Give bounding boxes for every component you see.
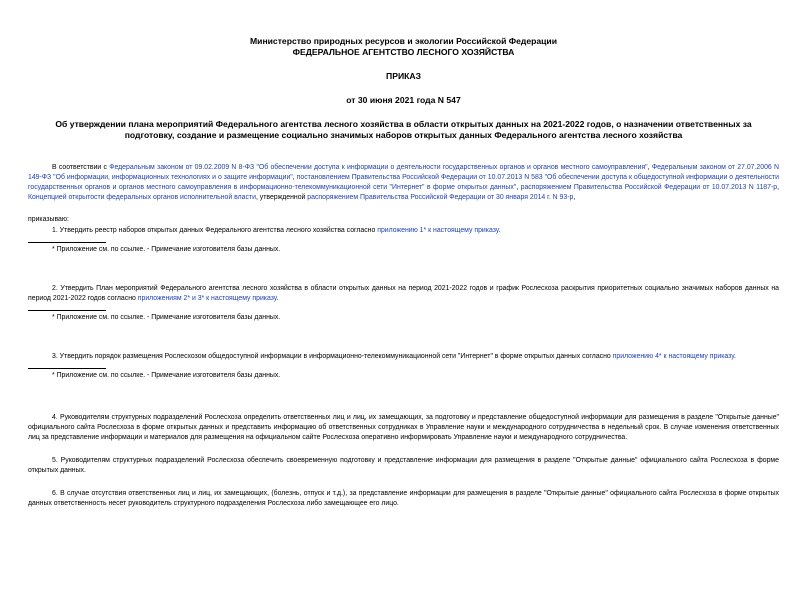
footnote-divider	[28, 368, 106, 369]
footnote-divider	[28, 242, 106, 243]
preamble-text: В соответствии с	[52, 164, 110, 171]
link-government-order-1187r[interactable]: распоряжением Правительства Российской Федерации от 10.07.2013 N 1187-р	[520, 184, 778, 191]
footnote-3: * Приложение см. по ссылке. - Примечание изготовителя базы данных.	[52, 372, 281, 379]
preamble-text: , утвержденной	[255, 194, 308, 201]
link-federal-law-149fz[interactable]: Федеральным законом от 27.07.2006 N 149-ФЗ "Об информации, информационных технологиях и о защите информации"	[28, 164, 779, 181]
item-3	[28, 352, 779, 362]
preamble-text: ,	[777, 184, 780, 191]
document-page	[0, 36, 807, 607]
agency-name: ФЕДЕРАЛЬНОЕ АГЕНТСТВО ЛЕСНОГО ХОЗЯЙСТВА	[292, 47, 515, 57]
item-3-end: .	[733, 353, 736, 360]
item-6: 6. В случае отсутствия ответственных лиц и лиц, их замещающих, (болезнь, отпуск и т.д.), за представление информации для размещения в разделе "Открытые данные" официального сайта Рослесхоза в форме открытых данных ответственность несет руководитель структурного подразделения Рослесхоза либо замещающее его лицо.	[28, 490, 779, 507]
link-appendices-2-3[interactable]: приложениям 2* и 3* к настоящему приказу	[137, 295, 277, 302]
link-openness-concept[interactable]: Концепцией открытости федеральных органов исполнительной власти	[28, 194, 256, 201]
preamble-paragraph	[28, 163, 779, 203]
item-2-text: 2. Утвердить План мероприятий Федерального агентства лесного хозяйства в области открытых данных на период 2021-2022 годов и график Рослесхоза раскрытия приоритетных социально значимых наборов данных на период 2021-2022 годов согласно	[28, 285, 779, 302]
footnote-divider	[28, 310, 106, 311]
footnote-1: * Приложение см. по ссылке. - Примечание изготовителя базы данных.	[52, 246, 281, 253]
link-federal-law-8fz[interactable]: Федеральным законом от 09.02.2009 N 8-ФЗ "Об обеспечении доступа к информации о деятельности государственных органов и органов местного самоуправления"	[109, 164, 648, 171]
preamble-text: ,	[292, 174, 297, 181]
preamble-text: ,	[647, 164, 652, 171]
ministry-name: Министерство природных ресурсов и экологии Российской Федерации	[250, 36, 557, 46]
preamble-text: ,	[516, 184, 521, 191]
order-word: приказываю:	[28, 216, 69, 223]
item-2-end: .	[276, 295, 279, 302]
item-1-end: .	[498, 227, 501, 234]
document-date-number: от 30 июня 2021 года N 547	[346, 95, 461, 105]
footnote-2: * Приложение см. по ссылке. - Примечание изготовителя базы данных.	[52, 314, 281, 321]
item-5: 5. Руководителям структурных подразделений Рослесхоза обеспечить своевременную подготовку и представление информации для размещения в разделе "Открытые данные" официального сайта Рослесхоза в форме открытых данных.	[28, 457, 779, 474]
item-2	[28, 284, 779, 304]
item-3-text: 3. Утвердить порядок размещения Рослесхозом общедоступной информации в информационно-телекоммуникационной сети "Интернет" в форме открытых данных согласно	[52, 353, 613, 360]
preamble-text: ,	[573, 194, 576, 201]
item-4: 4. Руководителям структурных подразделений Рослесхоза определить ответственных лиц и лиц, их замещающих, за подготовку и представление общедоступной информации для размещения в разделе "Открытые данные" официального сайта Рослесхоза в форме открытых данных и представить информацию об ответственных сотрудниках в Управление науки и международного сотрудничества в недельный срок. В случае изменения ответственных лиц за представление информации и материалов для размещения на официальном сайте Рослесхоза оперативно информировать Управление науки и международного сотрудничества.	[28, 414, 779, 441]
item-1	[28, 226, 779, 236]
link-government-order-93r[interactable]: распоряжением Правительства Российской Федерации от 30 января 2014 г. N 93-р	[307, 194, 574, 201]
link-government-decree-583[interactable]: постановлением Правительства Российской Федерации от 10.07.2013 N 583 "Об обеспечении доступа к общедоступной информации о деятельности государственных органов и органов местного самоуправления в информационно-телекоммуникационной сети "Интернет" в форме открытых данных"	[28, 174, 779, 191]
link-appendix-4[interactable]: приложению 4* к настоящему приказу	[612, 353, 734, 360]
item-1-text: 1. Утвердить реестр наборов открытых данных Федерального агентства лесного хозяйства согласно	[52, 227, 378, 234]
document-title: Об утверждении плана мероприятий Федерального агентства лесного хозяйства в области открытых данных на 2021-2022 годов, о назначении ответственных за подготовку, создание и размещение социально значимых наборов открытых данных Федерального агентства лесного хозяйства	[55, 119, 752, 140]
document-type: ПРИКАЗ	[386, 71, 421, 81]
link-appendix-1[interactable]: приложению 1* к настоящему приказу	[377, 227, 499, 234]
